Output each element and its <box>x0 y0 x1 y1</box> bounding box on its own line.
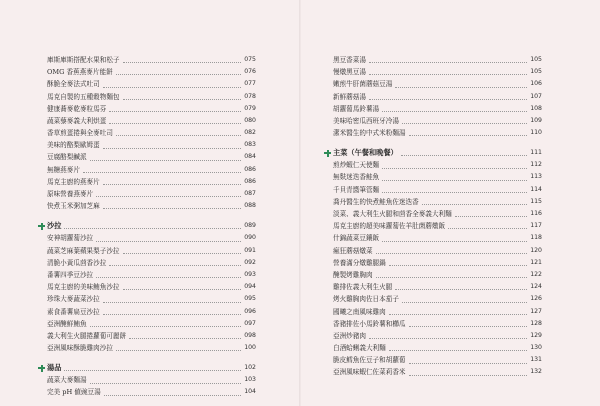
dot-leader <box>382 179 527 181</box>
page-number: 102 <box>244 364 256 372</box>
page-number: 126 <box>530 295 542 303</box>
toc-right-column <box>333 54 542 379</box>
dot-leader <box>376 276 528 278</box>
title-text: 蔬菜大麥麵湯 <box>47 376 87 385</box>
dot-leader <box>109 264 241 266</box>
title-text: 原味營養燕麥片 <box>47 190 94 199</box>
entry-title <box>47 281 120 293</box>
entry-title <box>333 127 406 139</box>
plus-icon <box>38 365 45 372</box>
title-text: 黑豆香菜湯 <box>333 55 366 64</box>
toc-entry <box>47 66 256 78</box>
entry-title <box>333 78 392 90</box>
page-number: 115 <box>530 197 542 205</box>
entry-title <box>47 232 93 244</box>
section-title <box>47 220 61 232</box>
toc-entry <box>47 127 256 139</box>
entry-title <box>47 374 87 386</box>
title-text: 脆皮鱈魚佐豆子和胡蘿蔔 <box>333 356 406 365</box>
toc-left-column <box>47 54 256 399</box>
page-number: 104 <box>244 388 256 396</box>
title-text: 白酒蛤蜊義大利麵 <box>333 344 386 353</box>
entry-title <box>333 91 366 103</box>
page-number: 095 <box>244 295 256 303</box>
dot-leader <box>382 191 527 193</box>
page-number: 084 <box>244 153 256 161</box>
dot-leader <box>382 240 527 242</box>
toc-entry <box>47 54 256 66</box>
page-number: 105 <box>530 55 542 63</box>
entry-title <box>47 306 100 318</box>
toc-section-heading <box>47 360 256 374</box>
title-text: 馬克主廚的美味鮪魚沙拉 <box>47 283 120 292</box>
title-text: 慢燉黑豆湯 <box>333 68 366 77</box>
entry-title <box>333 306 386 318</box>
title-text: 什錦蔬菜豆鑲飯 <box>333 234 380 243</box>
page-number: 127 <box>530 307 542 315</box>
dot-leader <box>401 154 527 156</box>
page-number: 124 <box>530 283 542 291</box>
title-text: 義大利生火腿捲蘿蔔可麗餅 <box>47 331 127 340</box>
toc-entry <box>333 91 542 103</box>
toc-entry <box>47 293 256 305</box>
entry-title <box>333 220 445 232</box>
plus-icon <box>324 150 331 157</box>
title-text: 營養滿分燉雞腿鍋 <box>333 258 386 267</box>
toc-entry <box>333 269 542 281</box>
page-number: 092 <box>244 258 256 266</box>
entry-title <box>333 342 386 354</box>
dot-leader <box>103 183 241 185</box>
page-number: 093 <box>244 270 256 278</box>
entry-title <box>333 232 379 244</box>
page-number: 079 <box>244 104 256 112</box>
dot-leader <box>123 252 242 254</box>
entry-title <box>47 78 100 90</box>
entry-title <box>47 330 126 342</box>
dot-leader <box>382 167 527 169</box>
toc-entry <box>333 172 542 184</box>
entry-title <box>47 176 100 188</box>
toc-entry <box>333 306 542 318</box>
title-text: 庫斯庫斯搭配水果和松子 <box>47 55 120 64</box>
page-number: 118 <box>530 234 542 242</box>
toc-entry <box>47 374 256 386</box>
entry-title <box>333 115 399 127</box>
dot-leader <box>96 276 241 278</box>
dot-leader <box>123 288 242 290</box>
entry-title <box>333 103 379 115</box>
page-number: 090 <box>244 234 256 242</box>
title-text: 亞洲炒豬肉 <box>333 331 366 340</box>
page-number: 129 <box>530 331 542 339</box>
dot-leader <box>90 382 242 384</box>
title-text: 煎炒蝦仁天使麵 <box>333 161 380 170</box>
title-text: 雞排佐義大利生火腿 <box>333 283 393 292</box>
page-number: 130 <box>530 344 542 352</box>
toc-entry <box>333 342 542 354</box>
dot-leader <box>116 134 241 136</box>
toc-entry <box>333 220 542 232</box>
toc-entry <box>47 269 256 281</box>
toc-entry <box>47 188 256 200</box>
title-text: 酥脆全麥法式吐司 <box>47 80 100 89</box>
entry-title <box>47 151 87 163</box>
toc-entry <box>333 354 542 366</box>
page-number: 106 <box>530 80 542 88</box>
toc-entry <box>333 232 542 244</box>
entry-title <box>47 103 106 115</box>
entry-title <box>47 200 100 212</box>
page-number: 103 <box>244 376 256 384</box>
dot-leader <box>103 147 241 149</box>
entry-title <box>333 354 406 366</box>
title-text: 千貝青醬筆管麵 <box>333 185 380 194</box>
entry-title <box>47 342 113 354</box>
page-number: 091 <box>244 246 256 254</box>
page-number: 098 <box>244 331 256 339</box>
title-text: 健康蕎麥乾麥粒馬芬 <box>47 104 107 113</box>
toc-entry <box>47 78 256 90</box>
title-text: 珍珠大麥蔬菜沙拉 <box>47 295 100 304</box>
title-text: 潔米醫生的中式米粉麵湯 <box>333 129 406 138</box>
toc-entry <box>333 103 542 115</box>
title-text: 香豬排佐小馬鈴薯和櫛瓜 <box>333 319 406 328</box>
dot-leader <box>409 134 528 136</box>
dot-leader <box>64 369 241 371</box>
dot-leader <box>103 86 241 88</box>
title-text: 胡蘿蔔馬鈴薯湯 <box>333 104 380 113</box>
page-number: 075 <box>244 55 256 63</box>
dot-leader <box>103 301 241 303</box>
page-number: 117 <box>530 222 542 230</box>
title-text: 番薯四季豆沙拉 <box>47 270 94 279</box>
entry-title <box>333 66 366 78</box>
title-text: 馬克主廚的燕麥片 <box>47 177 100 186</box>
title-text: 美味的酪梨歐姆蛋 <box>47 141 100 150</box>
entry-title <box>47 54 120 66</box>
toc-entry <box>47 318 256 330</box>
page-number: 088 <box>244 202 256 210</box>
dot-leader <box>389 349 527 351</box>
toc-entry <box>333 257 542 269</box>
entry-title <box>47 164 80 176</box>
entry-title <box>47 257 106 269</box>
dot-leader <box>389 264 527 266</box>
toc-entry <box>333 281 542 293</box>
page-number: 096 <box>244 307 256 315</box>
dot-leader <box>109 122 241 124</box>
dot-leader <box>369 98 527 100</box>
toc-entry <box>333 127 542 139</box>
entry-title <box>333 208 452 220</box>
dot-leader <box>369 73 527 75</box>
entry-title <box>47 293 100 305</box>
page-number: 100 <box>244 344 256 352</box>
dot-leader <box>123 61 242 63</box>
entry-title <box>333 318 406 330</box>
dot-leader <box>129 337 241 339</box>
toc-entry <box>333 54 542 66</box>
page-number: 121 <box>530 258 542 266</box>
dot-leader <box>369 61 527 63</box>
toc-section-heading <box>333 145 542 159</box>
dot-leader <box>402 122 527 124</box>
page-number: 131 <box>530 356 542 364</box>
dot-leader <box>382 110 527 112</box>
page-number: 089 <box>244 222 256 230</box>
entry-title <box>333 281 392 293</box>
page-number: 116 <box>530 210 542 218</box>
toc-entry <box>47 306 256 318</box>
page-number: 097 <box>244 319 256 327</box>
toc-entry <box>333 367 542 379</box>
title-text: 亞洲風味蝦仁佐菜莉香米 <box>333 368 406 377</box>
page-number: 077 <box>244 80 256 88</box>
dot-leader <box>376 252 528 254</box>
entry-title <box>47 269 93 281</box>
page-number: 122 <box>530 270 542 278</box>
entry-title <box>333 54 366 66</box>
dot-leader <box>455 215 528 217</box>
toc-entry <box>47 91 256 103</box>
entry-title <box>333 184 379 196</box>
entry-title <box>333 330 366 342</box>
toc-entry <box>47 152 256 164</box>
entry-title <box>333 257 386 269</box>
section-title <box>333 147 398 159</box>
title-text: 新鮮蘑菇湯 <box>333 92 366 101</box>
dot-leader <box>395 288 527 290</box>
title-text: 喬丹醫生的快煮鮭魚佐迷迭香 <box>333 197 419 206</box>
title-text: 完美 pH 値豌豆湯 <box>47 388 101 397</box>
title-text: 沙拉 <box>47 221 62 231</box>
toc-entry <box>47 245 256 257</box>
title-text: 清脆小黃瓜茴香沙拉 <box>47 258 107 267</box>
toc-entry <box>333 115 542 127</box>
entry-title <box>333 159 379 171</box>
entry-title <box>47 188 93 200</box>
entry-title <box>47 91 120 103</box>
page-number: 114 <box>530 185 542 193</box>
toc-entry <box>47 342 256 354</box>
toc-entry <box>47 103 256 115</box>
toc-section-heading <box>47 218 256 232</box>
title-text: 美味哈密瓜西班牙冷湯 <box>333 116 399 125</box>
dot-leader <box>116 349 241 351</box>
page-number: 109 <box>530 116 542 124</box>
dot-leader <box>96 240 241 242</box>
toc-entry <box>47 139 256 151</box>
title-text: 無糖燕麥片 <box>47 165 80 174</box>
dot-leader <box>448 227 527 229</box>
toc-entry <box>47 115 256 127</box>
toc-entry <box>333 66 542 78</box>
title-text: 主菜（午餐和晚餐） <box>333 148 398 158</box>
dot-leader <box>123 98 242 100</box>
title-text: 馬克主廚的超美味蘿蔔佐羊肚菌蘑燉飯 <box>333 222 446 231</box>
title-text: 素食番薯扁豆沙拉 <box>47 307 100 316</box>
right-page <box>300 0 600 406</box>
page-number: 107 <box>530 92 542 100</box>
dot-leader <box>409 362 528 364</box>
dot-leader <box>109 110 241 112</box>
dot-leader <box>104 394 241 396</box>
page-number: 083 <box>244 141 256 149</box>
entry-title <box>47 318 87 330</box>
toc-entry <box>47 176 256 188</box>
toc-entry <box>47 164 256 176</box>
toc-entry <box>47 281 256 293</box>
title-text: 馬克自製的五種穀物麵包 <box>47 92 120 101</box>
title-text: 烤火雞胸肉佐日本茄子 <box>333 295 399 304</box>
dot-leader <box>64 227 241 229</box>
toc-entry <box>333 78 542 90</box>
toc-entry <box>333 318 542 330</box>
toc-entry <box>333 208 542 220</box>
title-text: 無麩迷迭香鮭魚 <box>333 173 380 182</box>
page-number: 112 <box>530 161 542 169</box>
title-text: 亞洲風味酥脆雞肉沙拉 <box>47 344 113 353</box>
entry-title <box>47 115 106 127</box>
dot-leader <box>96 195 241 197</box>
page-number: 132 <box>530 368 542 376</box>
page-number: 128 <box>530 319 542 327</box>
page-number: 108 <box>530 104 542 112</box>
title-text: 湯品 <box>47 363 62 373</box>
toc-entry <box>47 232 256 244</box>
toc-entry <box>333 159 542 171</box>
section-title <box>47 362 61 374</box>
title-text: 瘋狂蘑菇燉菜 <box>333 246 373 255</box>
entry-title <box>47 245 120 257</box>
dot-leader <box>402 301 527 303</box>
title-text: 蔬菜芝麻葉蘋果梨子沙拉 <box>47 246 120 255</box>
dot-leader <box>369 337 527 339</box>
toc-entry <box>333 330 542 342</box>
title-text: 香草煎蛋捲與全麥吐司 <box>47 129 113 138</box>
page-number: 105 <box>530 68 542 76</box>
entry-title <box>333 245 373 257</box>
page-number: 111 <box>530 149 542 157</box>
toc-entry <box>47 387 256 399</box>
page-number: 086 <box>244 177 256 185</box>
page-number: 080 <box>244 116 256 124</box>
dot-leader <box>90 325 242 327</box>
page-number: 086 <box>244 165 256 173</box>
page-number: 087 <box>244 190 256 198</box>
title-text: 安神胡蘿蔔沙拉 <box>47 234 94 243</box>
title-text: 蔬菜藜麥義大利烘蛋 <box>47 116 107 125</box>
entry-title <box>47 386 101 398</box>
toc-entry <box>333 196 542 208</box>
entry-title <box>333 269 373 281</box>
title-text: 國曦之南風味雞肉 <box>333 307 386 316</box>
page-number: 082 <box>244 129 256 137</box>
page-number: 078 <box>244 92 256 100</box>
dot-leader <box>409 374 528 376</box>
title-text: 嫩煎牛肝菌蘑菇豆湯 <box>333 80 393 89</box>
dot-leader <box>83 171 241 173</box>
entry-title <box>47 139 100 151</box>
page-number: 094 <box>244 283 256 291</box>
title-text: 淡菜、義大利生火腿和茴香全麥義大利麵 <box>333 210 452 219</box>
toc-entry <box>47 257 256 269</box>
dot-leader <box>409 325 528 327</box>
toc-entry <box>333 293 542 305</box>
entry-title <box>333 171 379 183</box>
toc-entry <box>47 330 256 342</box>
toc-entry <box>333 184 542 196</box>
dot-leader <box>395 86 527 88</box>
toc-entry <box>47 200 256 212</box>
page-number: 113 <box>530 173 542 181</box>
dot-leader <box>422 203 527 205</box>
title-text: 醃製烤雞胸肉 <box>333 270 373 279</box>
page-number: 120 <box>530 246 542 254</box>
dot-leader <box>90 159 242 161</box>
plus-icon <box>38 223 45 230</box>
dot-leader <box>103 313 241 315</box>
title-text: 快煮玉米粥加芝麻 <box>47 202 100 211</box>
entry-title <box>47 66 113 78</box>
page-number: 076 <box>244 68 256 76</box>
title-text: OMG 香蕉燕麥片能餅 <box>47 68 113 77</box>
dot-leader <box>389 313 527 315</box>
entry-title <box>333 293 399 305</box>
dot-leader <box>116 73 242 75</box>
entry-title <box>333 366 406 378</box>
title-text: 豆腐酪梨鹹派 <box>47 153 87 162</box>
entry-title <box>47 127 113 139</box>
toc-entry <box>333 245 542 257</box>
page-number: 110 <box>530 129 542 137</box>
dot-leader <box>103 207 241 209</box>
entry-title <box>333 196 419 208</box>
title-text: 亞洲醃鮮鮪魚 <box>47 319 87 328</box>
